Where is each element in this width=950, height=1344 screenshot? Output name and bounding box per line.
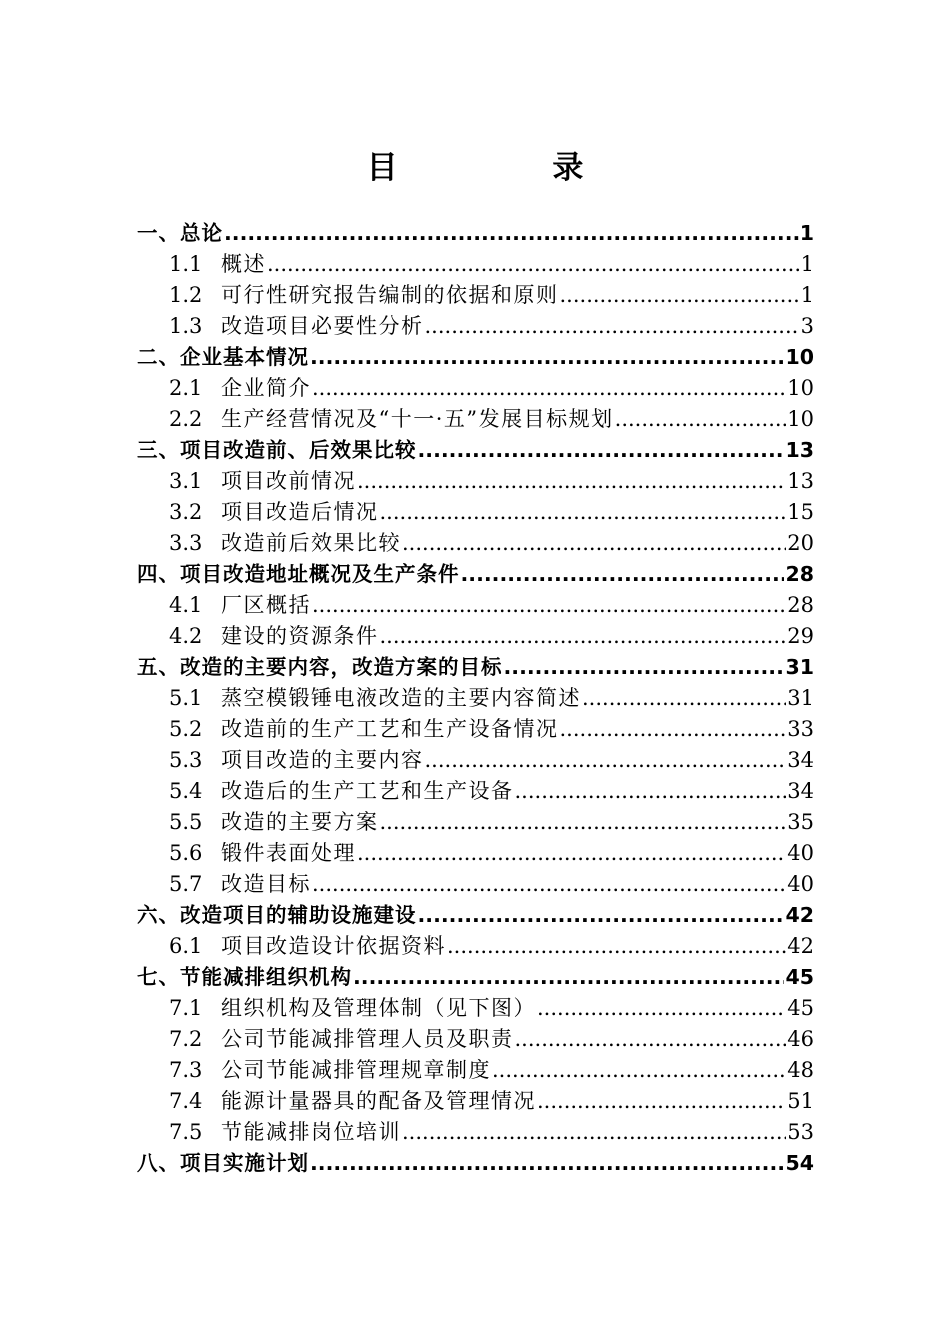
toc-chapter-entry[interactable] <box>137 218 814 249</box>
toc-entry-label: 可行性研究报告编制的依据和原则 <box>221 283 559 307</box>
toc-entry-number: 1.1 <box>169 252 203 276</box>
toc-dot-leader <box>560 280 800 311</box>
toc-page-number: 13 <box>785 438 814 462</box>
toc-section-entry[interactable] <box>137 931 814 962</box>
toc-page-number: 54 <box>785 1151 814 1175</box>
toc-dot-leader <box>504 652 785 683</box>
toc-entry-number: 7.3 <box>169 1058 203 1082</box>
toc-title: 目 录 <box>366 150 656 186</box>
toc-section-entry[interactable] <box>137 714 814 745</box>
toc-page-number: 45 <box>785 965 814 989</box>
toc-dot-leader <box>312 590 786 621</box>
toc-entry-number: 7.1 <box>169 996 203 1020</box>
toc-dot-leader <box>353 962 784 993</box>
toc-entry-number: 2.1 <box>169 376 203 400</box>
toc-entry-label: 概述 <box>221 252 266 276</box>
toc-page-number: 15 <box>787 500 814 524</box>
toc-entry-label: 锻件表面处理 <box>221 841 356 865</box>
toc-entry-label: 项目改造后情况 <box>221 500 379 524</box>
toc-section-entry[interactable] <box>137 311 814 342</box>
toc-entry-label: 建设的资源条件 <box>221 624 379 648</box>
toc-entry-label: 五、改造的主要内容，改造方案的目标 <box>137 655 503 679</box>
toc-page-number: 1 <box>799 221 814 245</box>
toc-page-number: 33 <box>787 717 814 741</box>
toc-page-number: 29 <box>787 624 814 648</box>
toc-page-number: 10 <box>785 345 814 369</box>
toc-chapter-entry[interactable] <box>137 1148 814 1179</box>
toc-entry-number: 2.2 <box>169 407 203 431</box>
toc-entry-label: 一、总论 <box>137 221 223 245</box>
toc-chapter-entry[interactable] <box>137 962 814 993</box>
toc-section-entry[interactable] <box>137 1117 814 1148</box>
toc-section-entry[interactable] <box>137 683 814 714</box>
toc-section-entry[interactable] <box>137 776 814 807</box>
toc-chapter-entry[interactable] <box>137 559 814 590</box>
toc-page-number: 3 <box>800 314 814 338</box>
toc-section-entry[interactable] <box>137 745 814 776</box>
toc-dot-leader <box>310 1148 784 1179</box>
toc-chapter-entry[interactable] <box>137 900 814 931</box>
toc-dot-leader <box>418 900 785 931</box>
toc-entry-label: 公司节能减排管理人员及职责 <box>221 1027 514 1051</box>
toc-page-number: 42 <box>787 934 814 958</box>
toc-entry-number: 1.3 <box>169 314 203 338</box>
toc-dot-leader <box>402 1117 786 1148</box>
toc-entry-number: 5.2 <box>169 717 203 741</box>
toc-entry-number: 7.2 <box>169 1027 203 1051</box>
toc-dot-leader <box>402 528 786 559</box>
toc-entry-label: 三、项目改造前、后效果比较 <box>137 438 417 462</box>
toc-section-entry[interactable] <box>137 249 814 280</box>
toc-entry-label: 能源计量器具的配备及管理情况 <box>221 1089 536 1113</box>
toc-entry-number: 3.3 <box>169 531 203 555</box>
toc-page-number: 46 <box>787 1027 814 1051</box>
toc-section-entry[interactable] <box>137 1055 814 1086</box>
toc-dot-leader <box>461 559 785 590</box>
toc-entry-label: 节能减排岗位培训 <box>221 1120 401 1144</box>
toc-entry-number: 5.5 <box>169 810 203 834</box>
toc-entry-number: 5.4 <box>169 779 203 803</box>
toc-dot-leader <box>418 435 785 466</box>
toc-entry-number: 5.6 <box>169 841 203 865</box>
toc-dot-leader <box>515 776 787 807</box>
toc-entry-label: 改造前后效果比较 <box>221 531 401 555</box>
toc-dot-leader <box>537 993 786 1024</box>
toc-dot-leader <box>312 869 786 900</box>
toc-page-number: 1 <box>800 283 814 307</box>
toc-entry-number: 6.1 <box>169 934 203 958</box>
toc-section-entry[interactable] <box>137 280 814 311</box>
toc-chapter-entry[interactable] <box>137 435 814 466</box>
toc-section-entry[interactable] <box>137 838 814 869</box>
toc-section-entry[interactable] <box>137 590 814 621</box>
toc-entry-label: 七、节能减排组织机构 <box>137 965 352 989</box>
toc-dot-leader <box>380 621 787 652</box>
toc-chapter-entry[interactable] <box>137 652 814 683</box>
toc-page-number: 20 <box>787 531 814 555</box>
table-of-contents <box>137 218 814 1179</box>
toc-dot-leader <box>380 497 787 528</box>
toc-page-number: 45 <box>787 996 814 1020</box>
toc-page-number: 28 <box>787 593 814 617</box>
toc-entry-label: 改造后的生产工艺和生产设备 <box>221 779 514 803</box>
toc-page-number: 1 <box>800 252 814 276</box>
toc-page-number: 13 <box>787 469 814 493</box>
toc-chapter-entry[interactable] <box>137 342 814 373</box>
toc-entry-label: 厂区概括 <box>221 593 311 617</box>
toc-entry-number: 4.2 <box>169 624 203 648</box>
toc-section-entry[interactable] <box>137 1086 814 1117</box>
toc-entry-label: 二、企业基本情况 <box>137 345 309 369</box>
toc-entry-label: 组织机构及管理体制（见下图） <box>221 996 536 1020</box>
toc-entry-label: 改造前的生产工艺和生产设备情况 <box>221 717 559 741</box>
toc-dot-leader <box>312 373 786 404</box>
toc-dot-leader <box>380 807 787 838</box>
toc-page-number: 28 <box>785 562 814 586</box>
toc-entry-number: 3.2 <box>169 500 203 524</box>
toc-page-number: 31 <box>785 655 814 679</box>
toc-entry-number: 4.1 <box>169 593 203 617</box>
toc-entry-number: 5.1 <box>169 686 203 710</box>
toc-entry-label: 六、改造项目的辅助设施建设 <box>137 903 417 927</box>
toc-entry-number: 3.1 <box>169 469 203 493</box>
toc-entry-label: 项目改造设计依据资料 <box>221 934 446 958</box>
toc-page-number: 42 <box>785 903 814 927</box>
toc-dot-leader <box>357 466 786 497</box>
toc-dot-leader <box>267 249 800 280</box>
toc-section-entry[interactable] <box>137 404 814 435</box>
toc-section-entry[interactable] <box>137 528 814 559</box>
toc-page-number: 10 <box>787 407 814 431</box>
toc-section-entry[interactable] <box>137 373 814 404</box>
toc-dot-leader <box>425 311 800 342</box>
toc-dot-leader <box>425 745 787 776</box>
toc-entry-label: 项目改造的主要内容 <box>221 748 424 772</box>
toc-dot-leader <box>515 1024 787 1055</box>
toc-page-number: 10 <box>787 376 814 400</box>
toc-section-entry[interactable] <box>137 621 814 652</box>
toc-entry-label: 公司节能减排管理规章制度 <box>221 1058 491 1082</box>
toc-entry-number: 5.3 <box>169 748 203 772</box>
toc-dot-leader <box>537 1086 786 1117</box>
toc-entry-label: 生产经营情况及“十一·五”发展目标规划 <box>221 407 614 431</box>
toc-page-number: 34 <box>787 748 814 772</box>
toc-dot-leader <box>310 342 784 373</box>
toc-page-number: 40 <box>787 841 814 865</box>
toc-section-entry[interactable] <box>137 466 814 497</box>
toc-section-entry[interactable] <box>137 869 814 900</box>
toc-dot-leader <box>560 714 787 745</box>
toc-section-entry[interactable] <box>137 497 814 528</box>
toc-entry-label: 企业简介 <box>221 376 311 400</box>
toc-page-number: 53 <box>787 1120 814 1144</box>
toc-dot-leader <box>492 1055 786 1086</box>
toc-entry-number: 7.5 <box>169 1120 203 1144</box>
toc-entry-label: 改造目标 <box>221 872 311 896</box>
toc-page-number: 40 <box>787 872 814 896</box>
toc-entry-label: 四、项目改造地址概况及生产条件 <box>137 562 460 586</box>
toc-page-number: 31 <box>787 686 814 710</box>
toc-page-number: 48 <box>787 1058 814 1082</box>
toc-dot-leader <box>447 931 786 962</box>
toc-section-entry[interactable] <box>137 807 814 838</box>
toc-page-number: 51 <box>787 1089 814 1113</box>
toc-dot-leader <box>582 683 786 714</box>
toc-dot-leader <box>357 838 786 869</box>
toc-entry-label: 八、项目实施计划 <box>137 1151 309 1175</box>
toc-entry-number: 7.4 <box>169 1089 203 1113</box>
toc-entry-number: 5.7 <box>169 872 203 896</box>
toc-entry-label: 项目改前情况 <box>221 469 356 493</box>
toc-dot-leader <box>615 404 787 435</box>
toc-dot-leader <box>224 218 799 249</box>
toc-page-number: 34 <box>787 779 814 803</box>
toc-entry-label: 改造项目必要性分析 <box>221 314 424 338</box>
toc-entry-number: 1.2 <box>169 283 203 307</box>
toc-entry-label: 改造的主要方案 <box>221 810 379 834</box>
toc-section-entry[interactable] <box>137 1024 814 1055</box>
toc-section-entry[interactable] <box>137 993 814 1024</box>
toc-entry-label: 蒸空模锻锤电液改造的主要内容简述 <box>221 686 581 710</box>
toc-page-number: 35 <box>787 810 814 834</box>
